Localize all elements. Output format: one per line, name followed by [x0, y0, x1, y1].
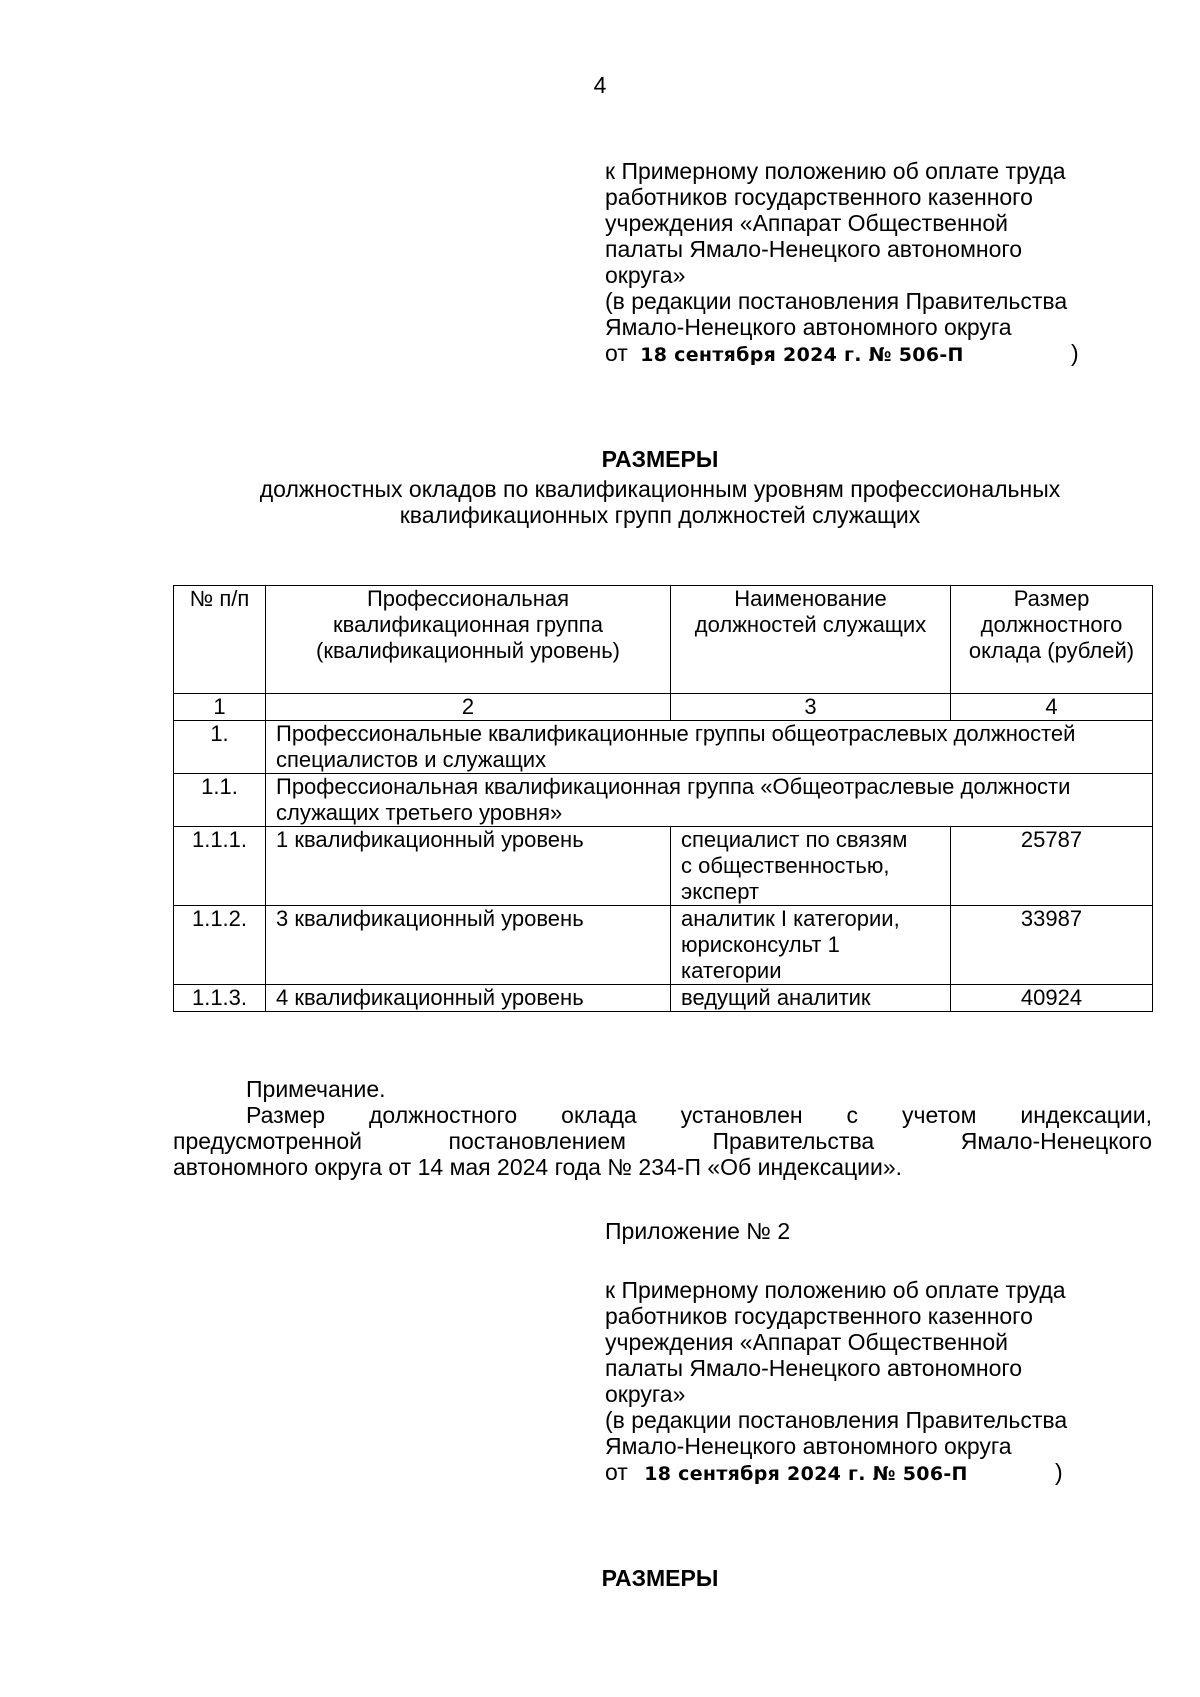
header-cell: № п/п	[174, 586, 266, 694]
subtitle-line: квалификационных групп должностей служащих	[399, 502, 921, 528]
reference-line: (в редакции постановления Правительства	[605, 288, 1068, 314]
closing-parenthesis: )	[1071, 340, 1079, 366]
note-block	[173, 1076, 1152, 1180]
note-label: Примечание.	[246, 1076, 386, 1102]
appendix-label: Приложение № 2	[605, 1218, 791, 1244]
row-number-cell: 1.1.	[174, 774, 266, 827]
column-number-row	[174, 694, 1153, 721]
qualification-level-cell: 1 квалификационный уровень	[266, 827, 671, 906]
group-row	[174, 774, 1153, 827]
reference-line: (в редакции постановления Правительства	[605, 1407, 1068, 1433]
from-prefix: от	[605, 1459, 628, 1485]
decree-date-line	[605, 340, 1165, 368]
position-cell: специалист по связям с общественностью, эксперт	[671, 827, 951, 906]
column-number-cell: 4	[951, 694, 1153, 721]
table-row	[174, 906, 1153, 985]
salary-cell: 33987	[951, 906, 1153, 985]
qualification-level-cell: 4 квалификационный уровень	[266, 985, 671, 1012]
reference-line: к Примерному положению об оплате труда	[605, 158, 1066, 184]
reference-line: палаты Ямало-Ненецкого автономного	[605, 1355, 1023, 1381]
decree-date-line	[605, 1459, 1165, 1487]
row-number-cell: 1.	[174, 721, 266, 774]
decree-stamp: 18 сентября 2024 г. № 506-П	[640, 344, 964, 366]
position-cell: ведущий аналитик	[671, 985, 951, 1012]
row-number-cell: 1.1.2.	[174, 906, 266, 985]
table-row	[174, 827, 1153, 906]
reference-line: учреждения «Аппарат Общественной	[605, 210, 1008, 236]
qualification-level-cell: 3 квалификационный уровень	[266, 906, 671, 985]
reference-line: Ямало-Ненецкого автономного округа	[605, 1433, 1012, 1459]
reference-line: учреждения «Аппарат Общественной	[605, 1329, 1008, 1355]
row-number-cell: 1.1.3.	[174, 985, 266, 1012]
column-number-cell: 2	[266, 694, 671, 721]
reference-line: палаты Ямало-Ненецкого автономного	[605, 236, 1023, 262]
group-name-cell: Профессиональная квалификационная группа «Общеотраслевые должности служащих третьего уровня»	[266, 774, 1153, 827]
reference-line: округа»	[605, 262, 686, 288]
group-name-cell: Профессиональные квалификационные группы общеотраслевых должностей специалистов и служащих	[266, 721, 1153, 774]
decree-stamp: 18 сентября 2024 г. № 506-П	[644, 1463, 968, 1485]
appendix-reference-block	[605, 1277, 1165, 1487]
subtitle-line: должностных окладов по квалификационным уровням профессиональных	[259, 476, 1061, 502]
reference-line: работников государственного казенного	[605, 1303, 1033, 1329]
column-number-cell: 3	[671, 694, 951, 721]
reference-line: работников государственного казенного	[605, 184, 1033, 210]
header-cell: Размер должностного оклада (рублей)	[951, 586, 1153, 694]
from-prefix: от	[605, 340, 628, 366]
position-cell: аналитик I категории, юрисконсульт 1 категории	[671, 906, 951, 985]
header-cell: Профессиональная квалификационная группа (квалификационный уровень)	[266, 586, 671, 694]
row-number-cell: 1.1.1.	[174, 827, 266, 906]
closing-parenthesis: )	[1055, 1459, 1063, 1485]
section-subtitle	[150, 476, 1170, 528]
section-title: РАЗМЕРЫ	[601, 446, 719, 472]
reference-line: к Примерному положению об оплате труда	[605, 1277, 1066, 1303]
reference-line: Ямало-Ненецкого автономного округа	[605, 314, 1012, 340]
appendix-reference-block	[605, 158, 1165, 368]
table-header-row	[174, 586, 1153, 694]
note-text-line: Размер должностного оклада установлен с учетом индексации,	[246, 1102, 1152, 1128]
salary-cell: 25787	[951, 827, 1153, 906]
reference-line: округа»	[605, 1381, 686, 1407]
group-row	[174, 721, 1153, 774]
note-text-line: автономного округа от 14 мая 2024 года № 234-П «Об индексации».	[173, 1154, 903, 1180]
section-title: РАЗМЕРЫ	[601, 1565, 719, 1591]
note-text-line: предусмотренной постановлением Правительства Ямало-Ненецкого	[173, 1128, 1152, 1154]
page-number: 4	[593, 72, 607, 98]
salary-cell: 40924	[951, 985, 1153, 1012]
column-number-cell: 1	[174, 694, 266, 721]
table-row	[174, 985, 1153, 1012]
header-cell: Наименование должностей служащих	[671, 586, 951, 694]
salary-table	[173, 585, 1153, 1012]
